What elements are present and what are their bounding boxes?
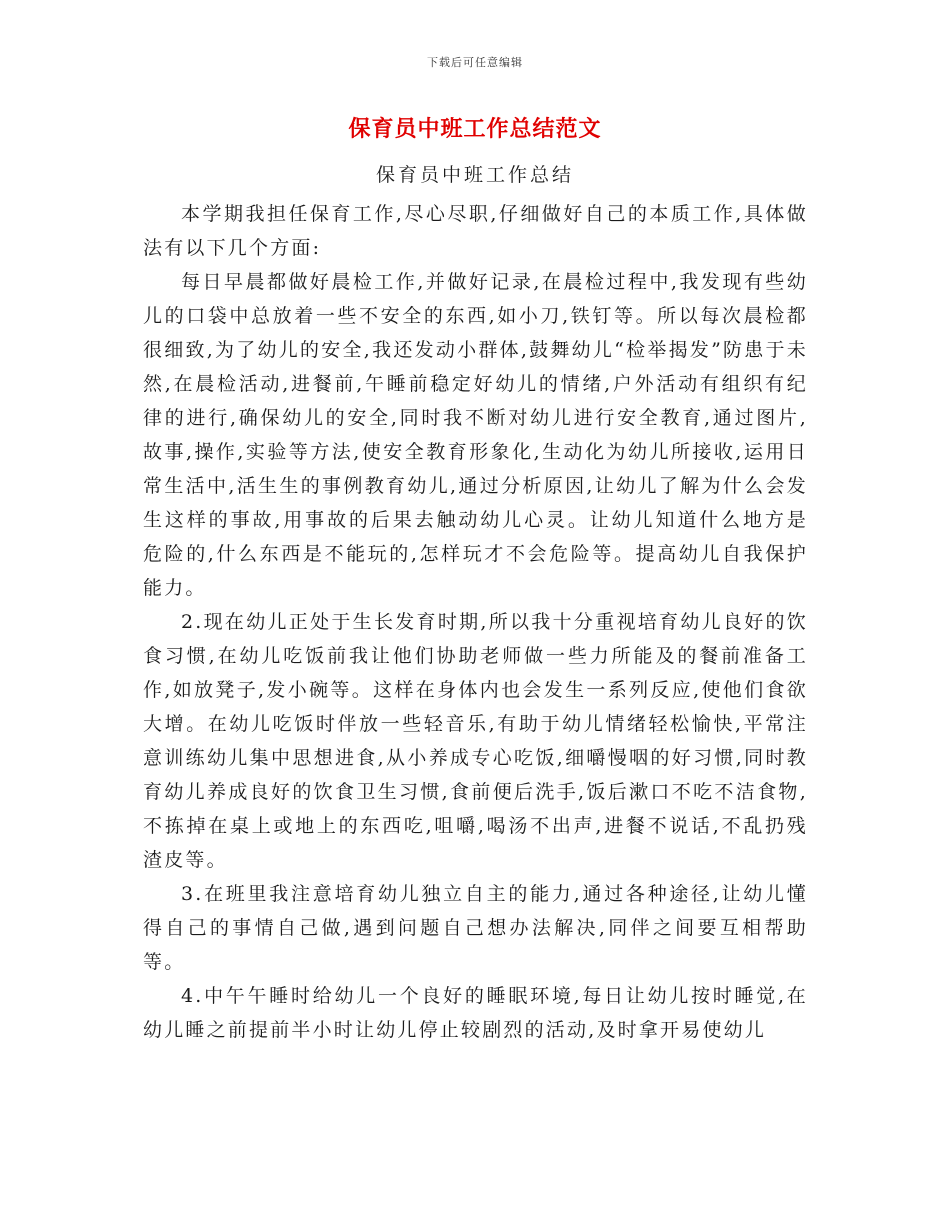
paragraph-intro: 本学期我担任保育工作,尽心尽职,仔细做好自己的本质工作,具体做法有以下几个方面: — [143, 203, 808, 259]
document-subtitle: 保育员中班工作总结 — [375, 164, 574, 186]
paragraph-independence: 3.在班里我注意培育幼儿独立自主的能力,通过各种途径,让幼儿懂得自己的事情自己做,遇到问题自己想办法解决,同伴之间要互相帮助等。 — [143, 883, 808, 973]
document-title: 保育员中班工作总结范文 — [348, 116, 602, 142]
header-note: 下载后可任意编辑 — [427, 56, 523, 69]
paragraph-morning-check: 每日早晨都做好晨检工作,并做好记录,在晨检过程中,我发现有些幼儿的口袋中总放着一些不安全的东西,如小刀,铁钉等。所以每次晨检都很细致,为了幼儿的安全,我还发动小群体,鼓舞幼儿“检举揭发”防患于未然,在晨检活动,进餐前,午睡前稳定好幼儿的情绪,户外活动有组织有纪律的进行,确保幼儿的安全,同时我不断对幼儿进行安全教育,通过图片,故事,操作,实验等方法,使安全教育形象化,生动化为幼儿所接收,运用日常生活中,活生生的事例教育幼儿,通过分析原因,让幼儿了解为什么会发生这样的事故,用事故的后果去触动幼儿心灵。让幼儿知道什么地方是危险的,什么东西是不能玩的,怎样玩才不会危险等。提高幼儿自我保护能力。 — [143, 271, 808, 599]
document-body — [143, 197, 808, 1047]
paragraph-nap-time: 4.中午午睡时给幼儿一个良好的睡眠环境,每日让幼儿按时睡觉,在幼儿睡之前提前半小时让幼儿停止较剧烈的活动,及时拿开易使幼儿 — [143, 985, 808, 1041]
paragraph-eating-habits: 2.现在幼儿正处于生长发育时期,所以我十分重视培育幼儿良好的饮食习惯,在幼儿吃饭前我让他们协助老师做一些力所能及的餐前准备工作,如放凳子,发小碗等。这样在身体内也会发生一系列反应,使他们食欲大增。在幼儿吃饭时伴放一些轻音乐,有助于幼儿情绪轻松愉快,平常注意训练幼儿集中思想进食,从小养成专心吃饭,细嚼慢咽的好习惯,同时教育幼儿养成良好的饮食卫生习惯,食前便后洗手,饭后漱口不吃不洁食物,不拣掉在桌上或地上的东西吃,咀嚼,喝汤不出声,进餐不说话,不乱扔残渣皮等。 — [143, 611, 808, 871]
